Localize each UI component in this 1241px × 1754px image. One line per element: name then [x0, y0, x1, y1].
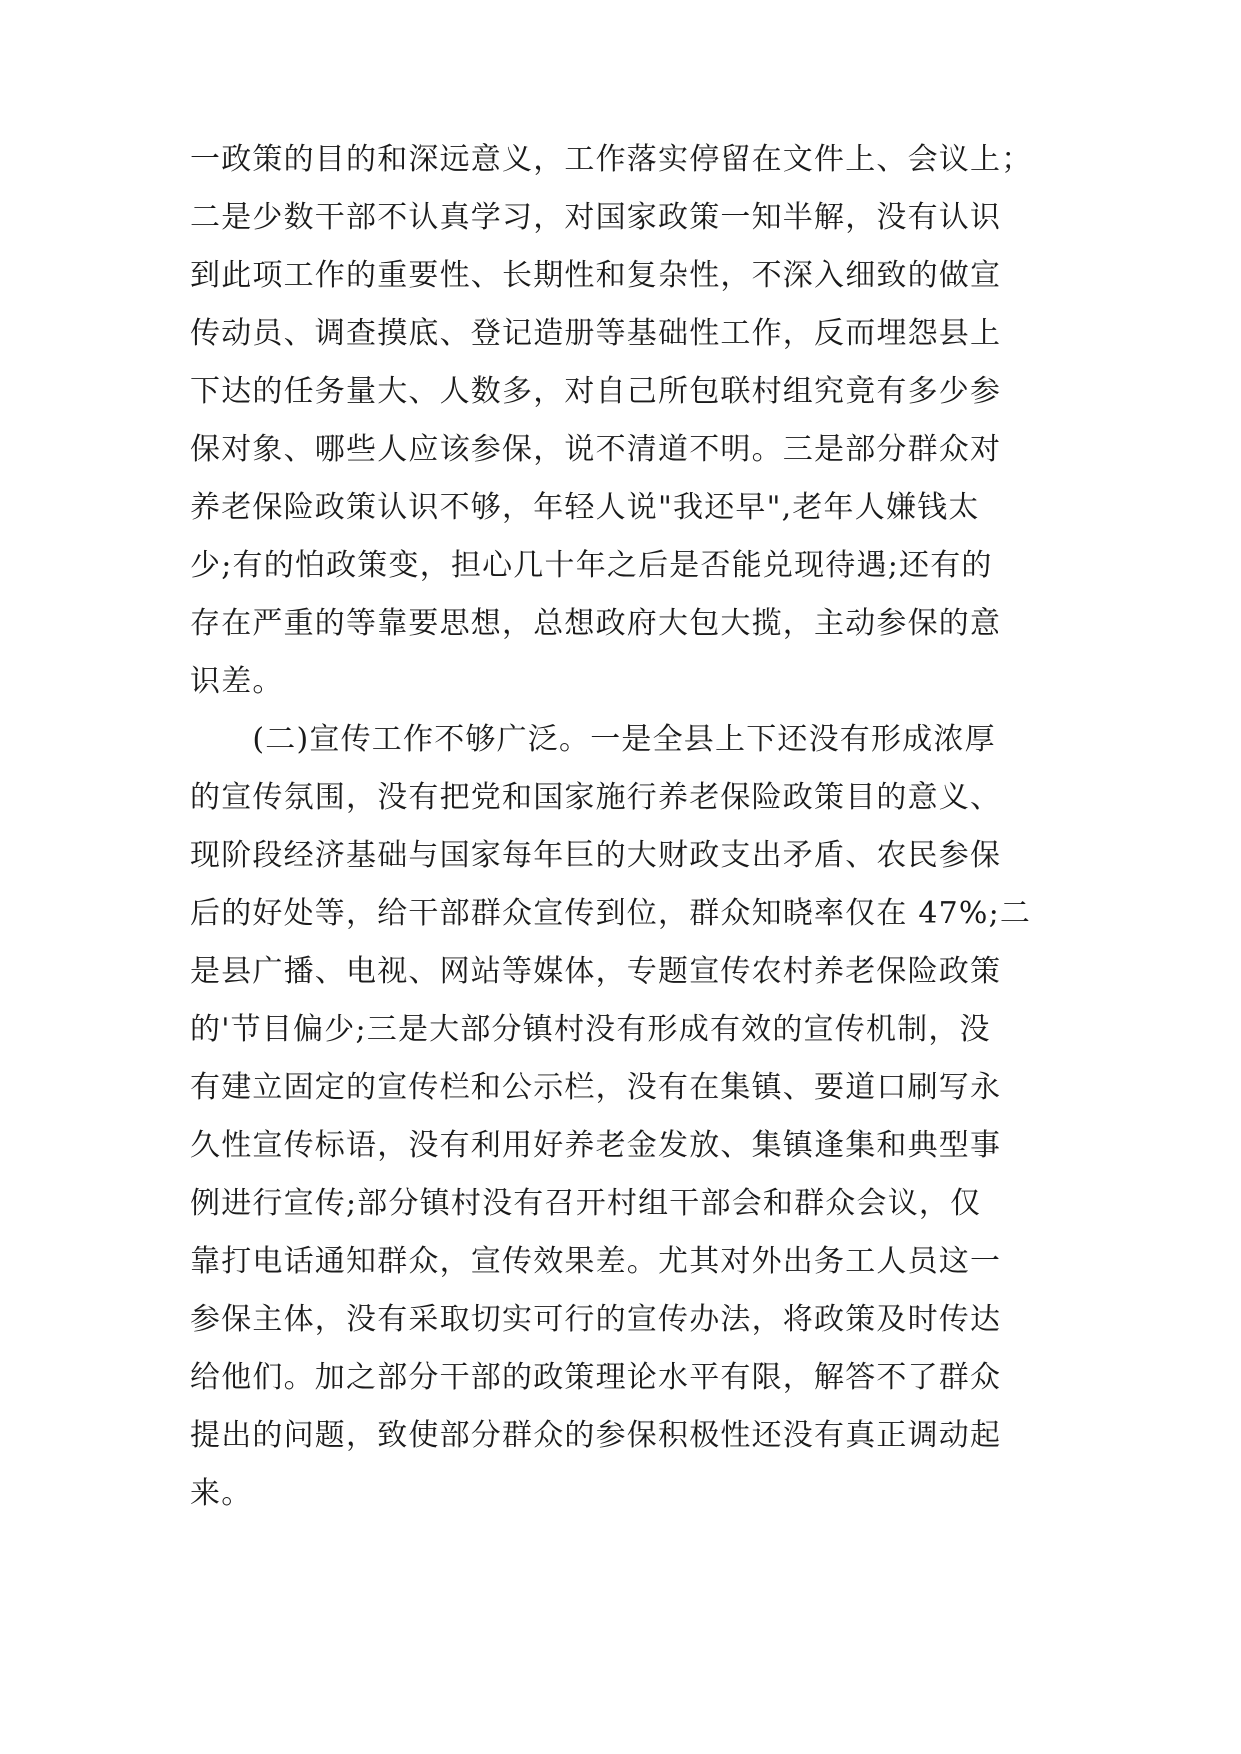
text-line: 给他们。加之部分干部的政策理论水平有限，解答不了群众 [190, 1360, 1002, 1395]
text-line: 参保主体，没有采取切实可行的宣传办法，将政策及时传达 [190, 1302, 1002, 1337]
text-line: 久性宣传标语，没有利用好养老金发放、集镇逢集和典型事 [190, 1128, 1002, 1163]
text-line: 后的好处等，给干部群众宣传到位，群众知晓率仅在 47%;二 [190, 896, 1032, 931]
text-line: 识差。 [190, 664, 284, 699]
text-line: 一政策的目的和深远意义，工作落实停留在文件上、会议上； [190, 142, 1033, 177]
text-line: 提出的问题，致使部分群众的参保积极性还没有真正调动起 [190, 1418, 1002, 1453]
text-line: 的'节目偏少;三是大部分镇村没有形成有效的宣传机制，没 [190, 1012, 991, 1047]
text-line: 下达的任务量大、人数多，对自己所包联村组究竟有多少参 [190, 374, 1002, 409]
section-heading-line: (二)宣传工作不够广泛。一是全县上下还没有形成浓厚 [190, 722, 996, 757]
text-line: 二是少数干部不认真学习，对国家政策一知半解，没有认识 [190, 200, 1002, 235]
text-line: 有建立固定的宣传栏和公示栏，没有在集镇、要道口刷写永 [190, 1070, 1002, 1105]
text-line: 少;有的怕政策变，担心几十年之后是否能兑现待遇;还有的 [190, 548, 993, 583]
text-line: 到此项工作的重要性、长期性和复杂性，不深入细致的做宣 [190, 258, 1002, 293]
text-line: 的宣传氛围，没有把党和国家施行养老保险政策目的意义、 [190, 780, 1002, 815]
text-line: 现阶段经济基础与国家每年巨的大财政支出矛盾、农民参保 [190, 838, 1002, 873]
text-line: 来。 [190, 1476, 253, 1511]
text-line: 例进行宣传;部分镇村没有召开村组干部会和群众会议，仅 [190, 1186, 982, 1221]
text-line: 保对象、哪些人应该参保，说不清道不明。三是部分群众对 [190, 432, 1002, 467]
text-line: 存在严重的等靠要思想，总想政府大包大揽，主动参保的意 [190, 606, 1002, 641]
text-line: 养老保险政策认识不够，年轻人说"我还早",老年人嫌钱太 [190, 490, 980, 525]
text-line: 靠打电话通知群众，宣传效果差。尤其对外出务工人员这一 [190, 1244, 1002, 1279]
text-line: 是县广播、电视、网站等媒体，专题宣传农村养老保险政策 [190, 954, 1002, 989]
text-line: 传动员、调查摸底、登记造册等基础性工作，反而埋怨县上 [190, 316, 1002, 351]
